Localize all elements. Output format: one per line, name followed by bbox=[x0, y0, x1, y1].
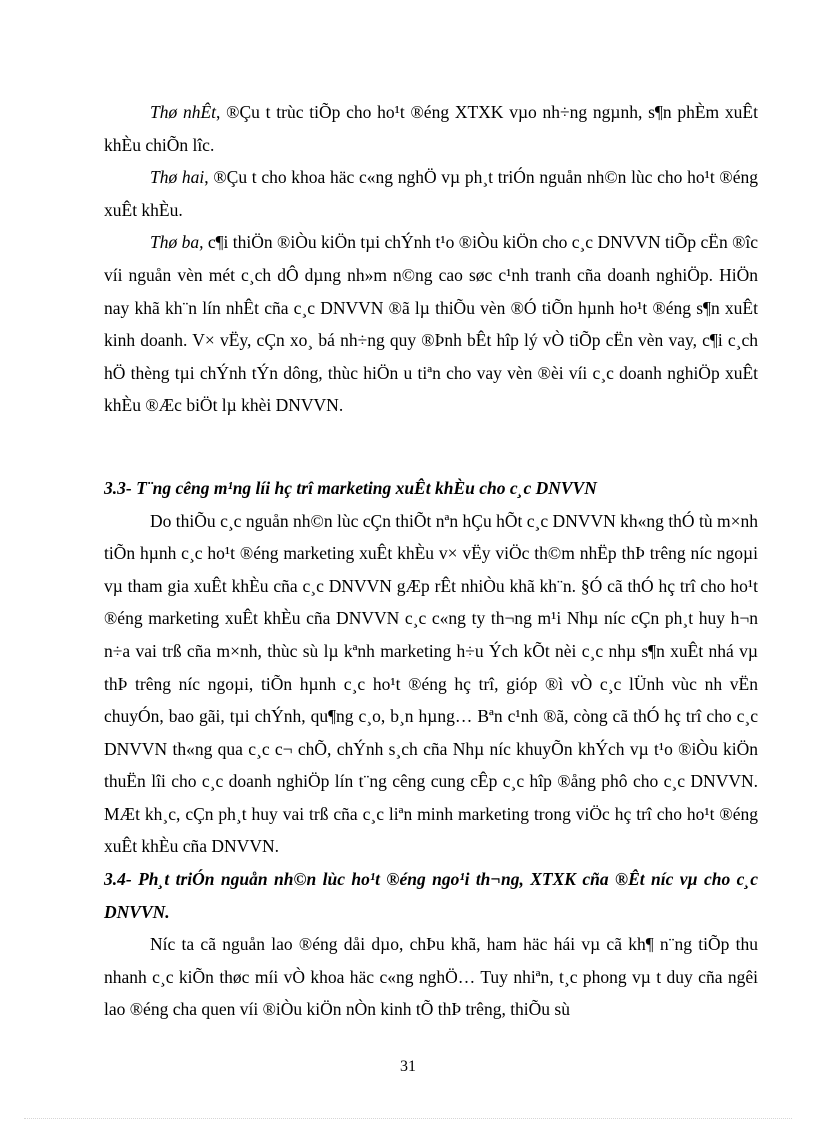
paragraph-text: , ®Çu t cho khoa häc c«ng nghÖ vµ ph¸t triÓn nguån nh©n lùc cho ho¹t ®éng xuÊt khÈu. bbox=[104, 167, 758, 220]
paragraph-text: c¶i thiÖn ®iÒu kiÖn tµi chÝnh t¹o ®iÒu kiÖn cho c¸c DNVVN tiÕp cËn ®îc víi nguån vèn mét c¸ch dÔ dµng nh»m n©ng cao søc c¹nh tranh cña doanh nghiÖp. HiÖn nay khã kh¨n lín nhÊt cña c¸c DNVVN ®ã lµ thiÕu vèn ®Ó tiÕn hµnh ho¹t ®éng s¶n xuÊt kinh doanh. V× vËy, cÇn xo¸ bá nh÷ng quy ®Þnh bÊt hîp lý vÒ tiÕp cËn vèn vay, c¶i c¸ch hÖ thèng tµi chÝnh tÝn dông, thùc hiÖn u tiªn cho vay vèn ®èi víi c¸c doanh nghiÖp xuÊt khÈu ®Æc biÖt lµ khèi DNVVN. bbox=[104, 232, 759, 416]
paragraph-marketing: Do thiÕu c¸c nguån nh©n lùc cÇn thiÕt nªn hÇu hÕt c¸c DNVVN kh«ng thÓ tù m×nh tiÕn hµnh c¸c ho¹t ®éng marketing xuÊt khÈu v× vËy viÖc th©m nhËp thÞ trêng níc ngoµi vµ tham gia xuÊt khÈu cña c¸c DNVVN gÆp rÊt nhiÒu khã kh¨n. §Ó cã thÓ hç trî cho ho¹t ®éng marketing xuÊt khÈu cña DNVVN c¸c c«ng ty th¬ng m¹i Nhµ níc cÇn ph¸t huy h¬n n÷a vai trß cña m×nh, thùc sù lµ kªnh marketing h÷u Ých kÕt nèi c¸c nhµ s¶n xuÊt nhá vµ thÞ trêng níc ngoµi, tiÕn hµnh c¸c ho¹t ®éng hç trî, gióp ®ì vÒ c¸c lÜnh vùc nh vËn chuyÓn, bao gãi, tµi chÝnh, qu¶ng c¸o, b¸n hµng… Bªn c¹nh ®ã, còng cã thÓ hç trî cho c¸c DNVVN th«ng qua c¸c c¬ chÕ, chÝnh s¸ch cña Nhµ níc khuyÕn khÝch vµ t¹o ®iÒu kiÖn thuËn lîi cho c¸c doanh nghiÖp lín t¨ng cêng cung cÊp c¸c hîp ®ång phô cho c¸c DNVVN. MÆt kh¸c, cÇn ph¸t huy vai trß cña c¸c liªn minh marketing trong viÖc hç trî cho ho¹t ®éng xuÊt khÈu cña DNVVN. bbox=[104, 510, 758, 857]
section-spacer bbox=[104, 422, 758, 472]
page-bottom-divider bbox=[24, 1118, 792, 1119]
paragraph-lead: Thø hai bbox=[150, 167, 205, 188]
page-content bbox=[104, 96, 758, 1026]
section-heading-3-4: 3.4- Ph¸t triÓn nguån nh©n lùc ho¹t ®éng ngo¹i th¬ng, XTXK cña ®Êt níc vµ cho c¸c DNVVN. bbox=[104, 869, 758, 922]
paragraph-lead: Thø ba, bbox=[150, 232, 204, 253]
section-heading-3-3: 3.3- T¨ng cêng m¹ng líi hç trî marketing xuÊt khÈu cho c¸c DNVVN bbox=[104, 477, 597, 498]
paragraph-third bbox=[104, 226, 758, 422]
page-number: 31 bbox=[400, 1058, 416, 1075]
paragraph-first bbox=[104, 96, 758, 161]
paragraph-lead: Thø nhÊt bbox=[150, 102, 217, 122]
paragraph-second bbox=[104, 161, 758, 226]
paragraph-human-resources: Níc ta cã nguån lao ®éng dåi dµo, chÞu khã, ham häc hái vµ cã kh¶ n¨ng tiÕp thu nhanh c¸c kiÕn thøc míi vÒ khoa häc c«ng nghÖ… Tuy nhiªn, t¸c phong vµ t duy cña ngêi lao ®éng cha quen víi ®iÒu kiÖn nÒn kinh tÕ thÞ trêng, thiÕu sù bbox=[104, 934, 758, 1020]
paragraph-text: , ®Çu t trùc tiÕp cho ho¹t ®éng XTXK vµo nh÷ng ngµnh, s¶n phÈm xuÊt khÈu chiÕn lîc. bbox=[104, 102, 758, 155]
